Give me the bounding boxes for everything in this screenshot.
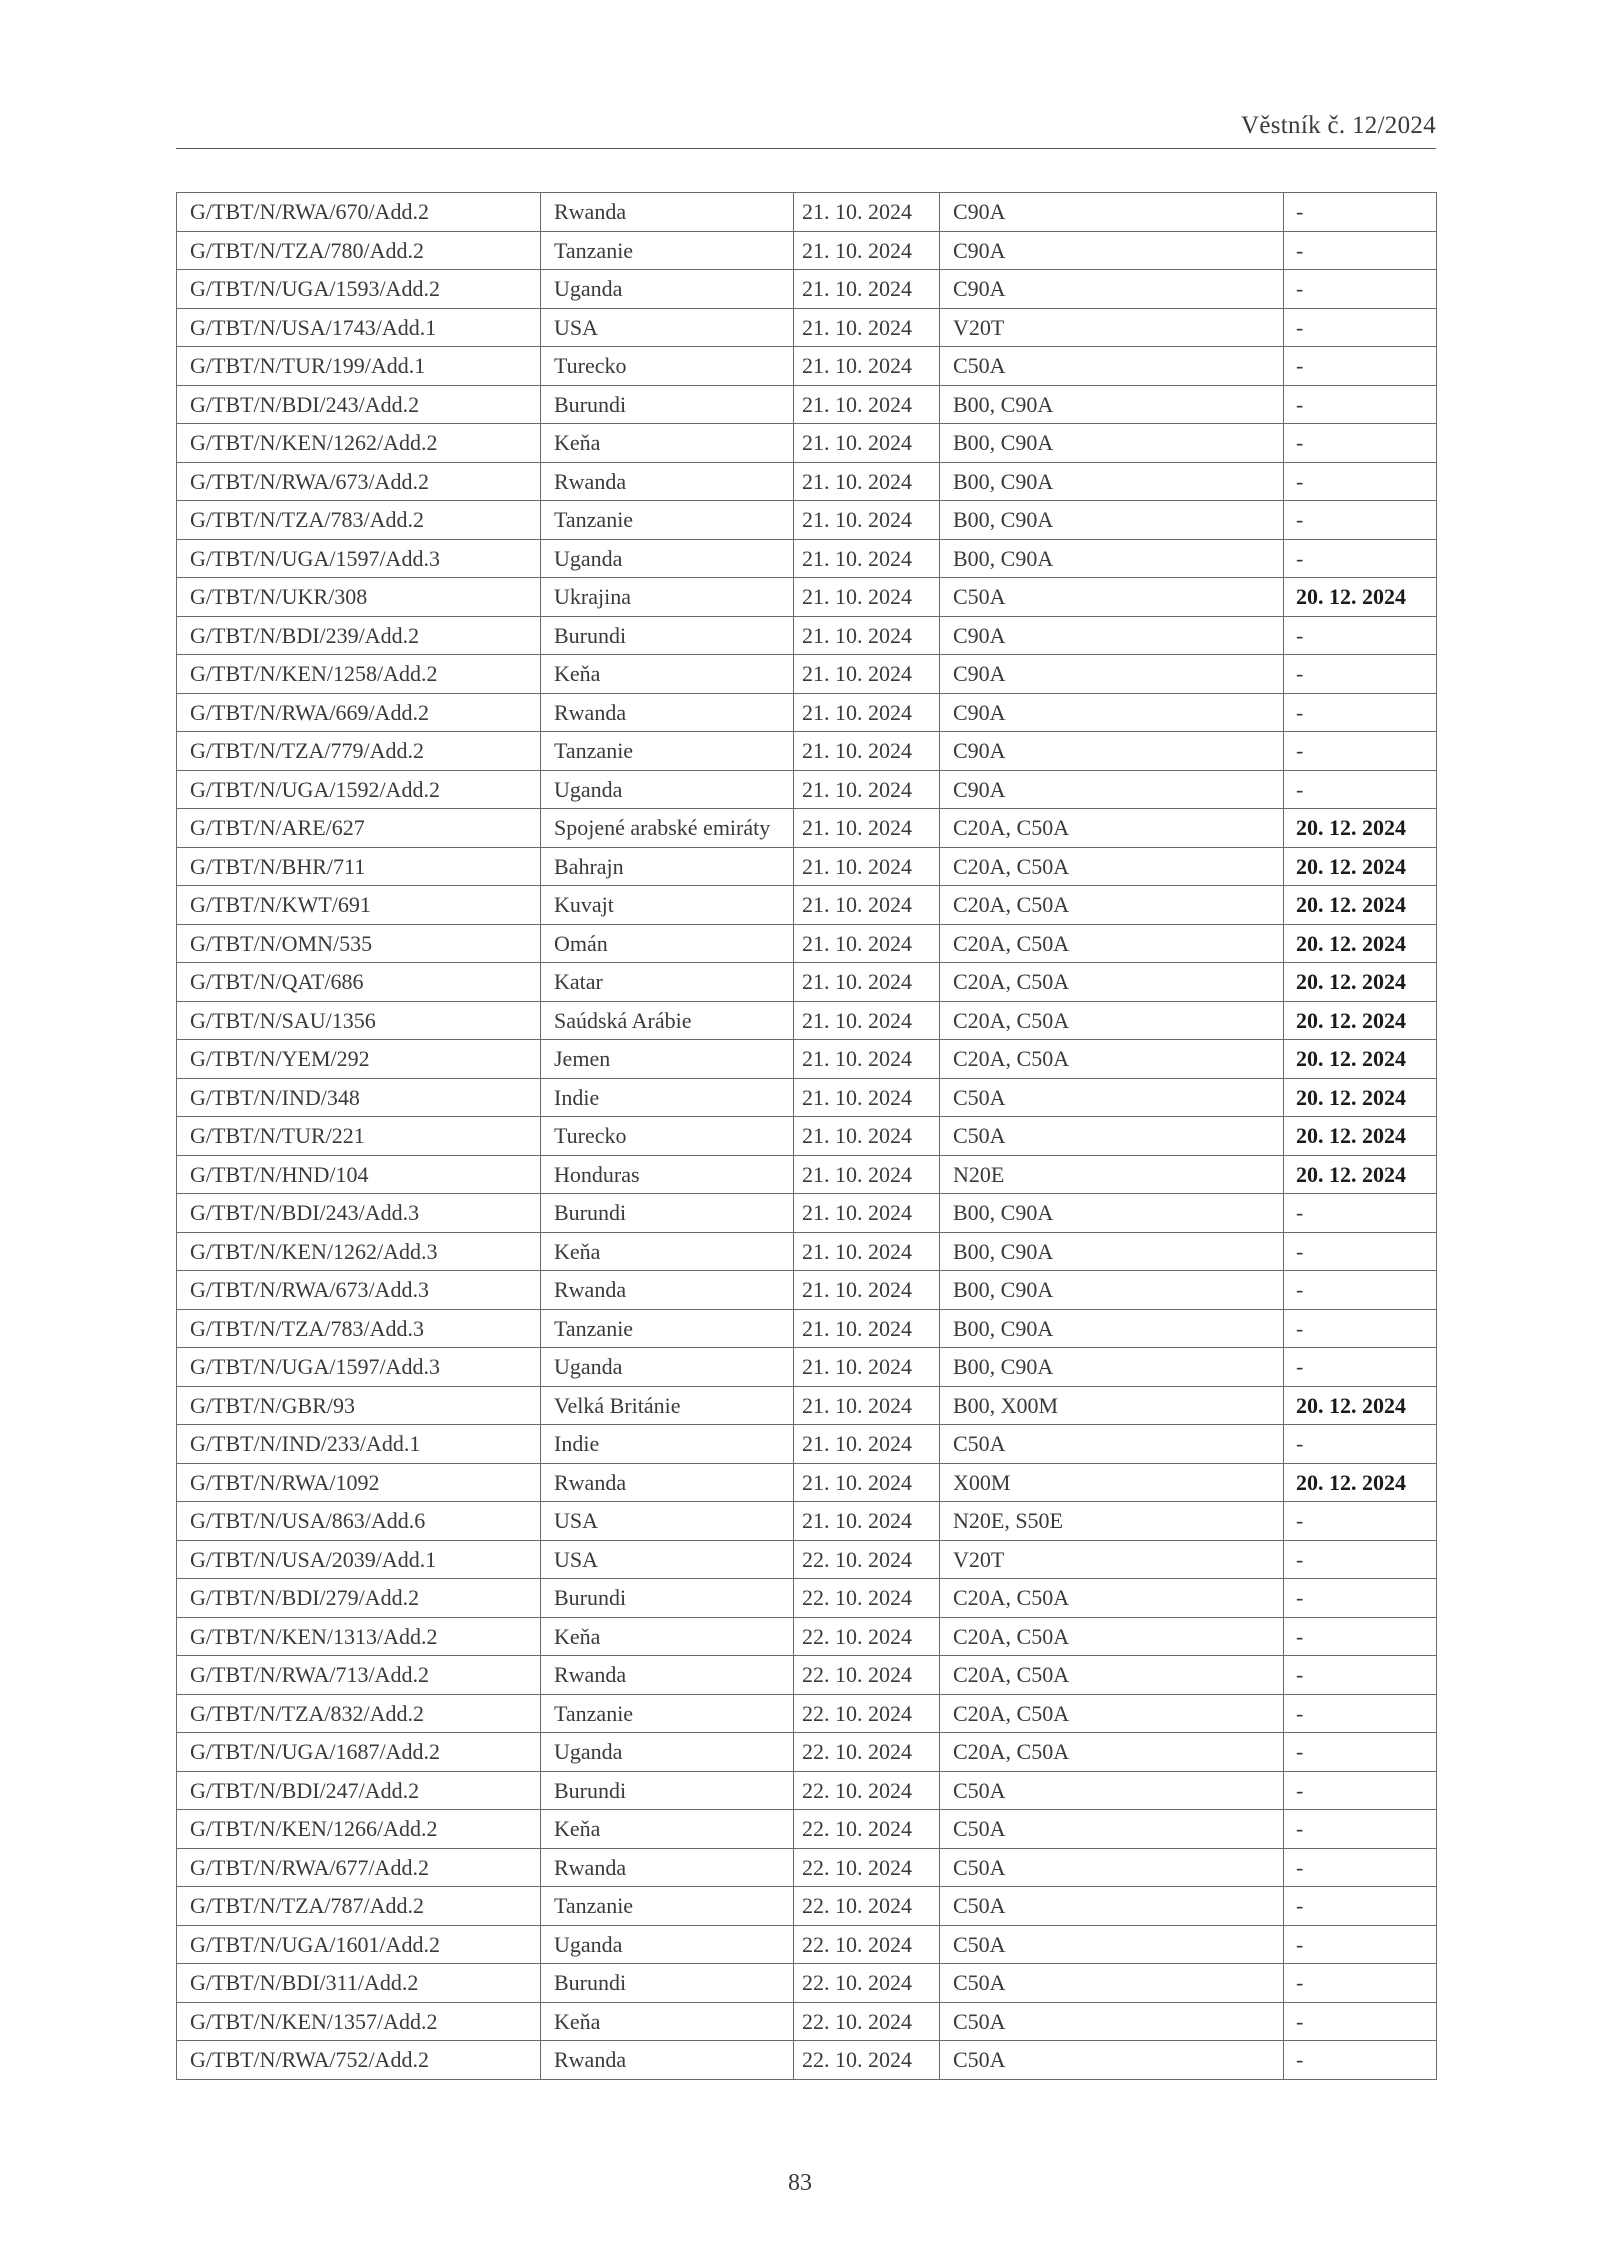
ics-code-cell: C50A xyxy=(940,1425,1284,1464)
date-cell: 21. 10. 2024 xyxy=(794,1232,940,1271)
comment-deadline-cell: - xyxy=(1284,231,1437,270)
ics-code-cell: B00, X00M xyxy=(940,1386,1284,1425)
table-row xyxy=(177,501,1437,540)
ics-code-cell: X00M xyxy=(940,1463,1284,1502)
ics-code-cell: C20A, C50A xyxy=(940,924,1284,963)
table-row xyxy=(177,1579,1437,1618)
ics-code-cell: C20A, C50A xyxy=(940,1617,1284,1656)
country-cell: Keňa xyxy=(541,655,794,694)
comment-deadline-cell: - xyxy=(1284,1733,1437,1772)
date-cell: 22. 10. 2024 xyxy=(794,1810,940,1849)
notification-symbol-cell: G/TBT/N/HND/104 xyxy=(177,1155,541,1194)
date-cell: 21. 10. 2024 xyxy=(794,347,940,386)
page-header xyxy=(176,108,1436,149)
comment-deadline-cell: - xyxy=(1284,1232,1437,1271)
notification-symbol-cell: G/TBT/N/TZA/787/Add.2 xyxy=(177,1887,541,1926)
notification-symbol-cell: G/TBT/N/RWA/677/Add.2 xyxy=(177,1848,541,1887)
table-row xyxy=(177,1733,1437,1772)
table-row xyxy=(177,847,1437,886)
comment-deadline-cell: - xyxy=(1284,732,1437,771)
country-cell: Uganda xyxy=(541,1925,794,1964)
country-cell: Turecko xyxy=(541,1117,794,1156)
notification-symbol-cell: G/TBT/N/ARE/627 xyxy=(177,809,541,848)
table-row xyxy=(177,1271,1437,1310)
comment-deadline-cell: - xyxy=(1284,693,1437,732)
ics-code-cell: C50A xyxy=(940,1117,1284,1156)
country-cell: Burundi xyxy=(541,1194,794,1233)
table-row xyxy=(177,308,1437,347)
date-cell: 21. 10. 2024 xyxy=(794,424,940,463)
comment-deadline-cell: 20. 12. 2024 xyxy=(1284,809,1437,848)
ics-code-cell: B00, C90A xyxy=(940,1194,1284,1233)
ics-code-cell: C90A xyxy=(940,231,1284,270)
comment-deadline-cell: - xyxy=(1284,1771,1437,1810)
notification-symbol-cell: G/TBT/N/BDI/243/Add.2 xyxy=(177,385,541,424)
date-cell: 22. 10. 2024 xyxy=(794,1848,940,1887)
date-cell: 21. 10. 2024 xyxy=(794,963,940,1002)
comment-deadline-cell: - xyxy=(1284,770,1437,809)
comment-deadline-cell: - xyxy=(1284,1579,1437,1618)
date-cell: 21. 10. 2024 xyxy=(794,655,940,694)
country-cell: Keňa xyxy=(541,1810,794,1849)
comment-deadline-cell: 20. 12. 2024 xyxy=(1284,1040,1437,1079)
ics-code-cell: V20T xyxy=(940,1540,1284,1579)
notification-symbol-cell: G/TBT/N/UKR/308 xyxy=(177,578,541,617)
table-row xyxy=(177,347,1437,386)
comment-deadline-cell: - xyxy=(1284,347,1437,386)
notification-symbol-cell: G/TBT/N/USA/2039/Add.1 xyxy=(177,1540,541,1579)
comment-deadline-cell: 20. 12. 2024 xyxy=(1284,1117,1437,1156)
table-row xyxy=(177,2002,1437,2041)
notification-symbol-cell: G/TBT/N/UGA/1593/Add.2 xyxy=(177,270,541,309)
date-cell: 21. 10. 2024 xyxy=(794,732,940,771)
country-cell: Burundi xyxy=(541,385,794,424)
notification-symbol-cell: G/TBT/N/TZA/832/Add.2 xyxy=(177,1694,541,1733)
date-cell: 21. 10. 2024 xyxy=(794,1040,940,1079)
notification-symbol-cell: G/TBT/N/TUR/221 xyxy=(177,1117,541,1156)
notification-symbol-cell: G/TBT/N/KEN/1266/Add.2 xyxy=(177,1810,541,1849)
ics-code-cell: B00, C90A xyxy=(940,1232,1284,1271)
date-cell: 22. 10. 2024 xyxy=(794,1617,940,1656)
ics-code-cell: C90A xyxy=(940,270,1284,309)
comment-deadline-cell: 20. 12. 2024 xyxy=(1284,1155,1437,1194)
date-cell: 21. 10. 2024 xyxy=(794,1309,940,1348)
country-cell: USA xyxy=(541,308,794,347)
notification-symbol-cell: G/TBT/N/BDI/247/Add.2 xyxy=(177,1771,541,1810)
date-cell: 21. 10. 2024 xyxy=(794,1425,940,1464)
date-cell: 21. 10. 2024 xyxy=(794,616,940,655)
date-cell: 22. 10. 2024 xyxy=(794,1540,940,1579)
notification-symbol-cell: G/TBT/N/GBR/93 xyxy=(177,1386,541,1425)
comment-deadline-cell: - xyxy=(1284,424,1437,463)
notification-symbol-cell: G/TBT/N/TZA/779/Add.2 xyxy=(177,732,541,771)
comment-deadline-cell: - xyxy=(1284,1348,1437,1387)
country-cell: Rwanda xyxy=(541,1656,794,1695)
notification-symbol-cell: G/TBT/N/USA/1743/Add.1 xyxy=(177,308,541,347)
table-row xyxy=(177,655,1437,694)
notification-symbol-cell: G/TBT/N/RWA/1092 xyxy=(177,1463,541,1502)
ics-code-cell: C20A, C50A xyxy=(940,1733,1284,1772)
table-row xyxy=(177,886,1437,925)
ics-code-cell: C50A xyxy=(940,1925,1284,1964)
table-row xyxy=(177,1040,1437,1079)
country-cell: Tanzanie xyxy=(541,1309,794,1348)
comment-deadline-cell: - xyxy=(1284,1540,1437,1579)
notification-symbol-cell: G/TBT/N/UGA/1601/Add.2 xyxy=(177,1925,541,1964)
date-cell: 21. 10. 2024 xyxy=(794,1001,940,1040)
comment-deadline-cell: 20. 12. 2024 xyxy=(1284,1386,1437,1425)
date-cell: 21. 10. 2024 xyxy=(794,1155,940,1194)
comment-deadline-cell: - xyxy=(1284,616,1437,655)
notification-symbol-cell: G/TBT/N/KWT/691 xyxy=(177,886,541,925)
ics-code-cell: C90A xyxy=(940,693,1284,732)
comment-deadline-cell: - xyxy=(1284,193,1437,232)
country-cell: Tanzanie xyxy=(541,501,794,540)
table-row xyxy=(177,1348,1437,1387)
date-cell: 21. 10. 2024 xyxy=(794,385,940,424)
country-cell: Rwanda xyxy=(541,2041,794,2080)
country-cell: Keňa xyxy=(541,424,794,463)
notification-symbol-cell: G/TBT/N/RWA/713/Add.2 xyxy=(177,1656,541,1695)
table-row xyxy=(177,1232,1437,1271)
ics-code-cell: C20A, C50A xyxy=(940,847,1284,886)
notification-symbol-cell: G/TBT/N/BHR/711 xyxy=(177,847,541,886)
comment-deadline-cell: - xyxy=(1284,1925,1437,1964)
date-cell: 21. 10. 2024 xyxy=(794,1502,940,1541)
table-row xyxy=(177,1386,1437,1425)
date-cell: 22. 10. 2024 xyxy=(794,1733,940,1772)
notification-symbol-cell: G/TBT/N/IND/233/Add.1 xyxy=(177,1425,541,1464)
table-row xyxy=(177,424,1437,463)
country-cell: Tanzanie xyxy=(541,231,794,270)
table-row xyxy=(177,270,1437,309)
ics-code-cell: B00, C90A xyxy=(940,385,1284,424)
notification-symbol-cell: G/TBT/N/RWA/670/Add.2 xyxy=(177,193,541,232)
comment-deadline-cell: - xyxy=(1284,270,1437,309)
table-row xyxy=(177,924,1437,963)
table-row xyxy=(177,963,1437,1002)
country-cell: Uganda xyxy=(541,770,794,809)
comment-deadline-cell: - xyxy=(1284,2002,1437,2041)
table-row xyxy=(177,693,1437,732)
table-row xyxy=(177,1656,1437,1695)
country-cell: Rwanda xyxy=(541,193,794,232)
notification-symbol-cell: G/TBT/N/BDI/311/Add.2 xyxy=(177,1964,541,2003)
table-row xyxy=(177,2041,1437,2080)
country-cell: Tanzanie xyxy=(541,1694,794,1733)
date-cell: 21. 10. 2024 xyxy=(794,539,940,578)
country-cell: USA xyxy=(541,1502,794,1541)
table-row xyxy=(177,385,1437,424)
ics-code-cell: C50A xyxy=(940,2002,1284,2041)
table-row xyxy=(177,1502,1437,1541)
table-row xyxy=(177,1887,1437,1926)
notification-symbol-cell: G/TBT/N/KEN/1313/Add.2 xyxy=(177,1617,541,1656)
comment-deadline-cell: 20. 12. 2024 xyxy=(1284,963,1437,1002)
table-row xyxy=(177,1463,1437,1502)
ics-code-cell: C20A, C50A xyxy=(940,963,1284,1002)
notification-symbol-cell: G/TBT/N/TZA/783/Add.2 xyxy=(177,501,541,540)
country-cell: Burundi xyxy=(541,1771,794,1810)
country-cell: Jemen xyxy=(541,1040,794,1079)
comment-deadline-cell: - xyxy=(1284,1964,1437,2003)
country-cell: Rwanda xyxy=(541,1848,794,1887)
country-cell: Katar xyxy=(541,963,794,1002)
ics-code-cell: C90A xyxy=(940,193,1284,232)
ics-code-cell: B00, C90A xyxy=(940,462,1284,501)
ics-code-cell: N20E xyxy=(940,1155,1284,1194)
ics-code-cell: C20A, C50A xyxy=(940,809,1284,848)
ics-code-cell: C20A, C50A xyxy=(940,1656,1284,1695)
date-cell: 22. 10. 2024 xyxy=(794,1771,940,1810)
ics-code-cell: C20A, C50A xyxy=(940,1579,1284,1618)
notification-symbol-cell: G/TBT/N/UGA/1597/Add.3 xyxy=(177,1348,541,1387)
country-cell: Uganda xyxy=(541,1348,794,1387)
table-row xyxy=(177,809,1437,848)
country-cell: Honduras xyxy=(541,1155,794,1194)
table-row xyxy=(177,231,1437,270)
table-row xyxy=(177,1117,1437,1156)
date-cell: 21. 10. 2024 xyxy=(794,770,940,809)
table-row xyxy=(177,1771,1437,1810)
ics-code-cell: C50A xyxy=(940,1771,1284,1810)
comment-deadline-cell: 20. 12. 2024 xyxy=(1284,1001,1437,1040)
table-row xyxy=(177,1425,1437,1464)
country-cell: USA xyxy=(541,1540,794,1579)
table-row xyxy=(177,578,1437,617)
table-row xyxy=(177,1155,1437,1194)
ics-code-cell: C50A xyxy=(940,1078,1284,1117)
country-cell: Indie xyxy=(541,1425,794,1464)
country-cell: Kuvajt xyxy=(541,886,794,925)
ics-code-cell: C20A, C50A xyxy=(940,1040,1284,1079)
comment-deadline-cell: - xyxy=(1284,1810,1437,1849)
notifications-table xyxy=(176,192,1437,2080)
date-cell: 22. 10. 2024 xyxy=(794,1656,940,1695)
country-cell: Burundi xyxy=(541,616,794,655)
ics-code-cell: C90A xyxy=(940,770,1284,809)
table-row xyxy=(177,1309,1437,1348)
table-row xyxy=(177,1078,1437,1117)
notification-symbol-cell: G/TBT/N/RWA/669/Add.2 xyxy=(177,693,541,732)
country-cell: Rwanda xyxy=(541,462,794,501)
country-cell: Keňa xyxy=(541,1617,794,1656)
notification-symbol-cell: G/TBT/N/UGA/1687/Add.2 xyxy=(177,1733,541,1772)
table-row xyxy=(177,1540,1437,1579)
country-cell: Uganda xyxy=(541,270,794,309)
table-row xyxy=(177,1810,1437,1849)
table-row xyxy=(177,1964,1437,2003)
country-cell: Rwanda xyxy=(541,1271,794,1310)
comment-deadline-cell: - xyxy=(1284,1502,1437,1541)
date-cell: 21. 10. 2024 xyxy=(794,1078,940,1117)
ics-code-cell: C90A xyxy=(940,655,1284,694)
country-cell: Saúdská Arábie xyxy=(541,1001,794,1040)
country-cell: Spojené arabské emiráty xyxy=(541,809,794,848)
date-cell: 21. 10. 2024 xyxy=(794,578,940,617)
notification-symbol-cell: G/TBT/N/KEN/1262/Add.3 xyxy=(177,1232,541,1271)
date-cell: 21. 10. 2024 xyxy=(794,270,940,309)
country-cell: Keňa xyxy=(541,1232,794,1271)
date-cell: 21. 10. 2024 xyxy=(794,1348,940,1387)
comment-deadline-cell: - xyxy=(1284,1271,1437,1310)
country-cell: Burundi xyxy=(541,1964,794,2003)
ics-code-cell: C90A xyxy=(940,732,1284,771)
date-cell: 21. 10. 2024 xyxy=(794,847,940,886)
ics-code-cell: C50A xyxy=(940,347,1284,386)
notification-symbol-cell: G/TBT/N/TZA/780/Add.2 xyxy=(177,231,541,270)
ics-code-cell: C90A xyxy=(940,616,1284,655)
notification-symbol-cell: G/TBT/N/KEN/1262/Add.2 xyxy=(177,424,541,463)
table-row xyxy=(177,539,1437,578)
comment-deadline-cell: - xyxy=(1284,1848,1437,1887)
country-cell: Rwanda xyxy=(541,693,794,732)
date-cell: 21. 10. 2024 xyxy=(794,1271,940,1310)
comment-deadline-cell: - xyxy=(1284,1694,1437,1733)
table-row xyxy=(177,462,1437,501)
table-row xyxy=(177,770,1437,809)
table-row xyxy=(177,732,1437,771)
notification-symbol-cell: G/TBT/N/IND/348 xyxy=(177,1078,541,1117)
ics-code-cell: B00, C90A xyxy=(940,539,1284,578)
ics-code-cell: B00, C90A xyxy=(940,1348,1284,1387)
date-cell: 22. 10. 2024 xyxy=(794,1579,940,1618)
journal-title: Věstník č. 12/2024 xyxy=(1241,112,1436,139)
comment-deadline-cell: - xyxy=(1284,1309,1437,1348)
date-cell: 21. 10. 2024 xyxy=(794,193,940,232)
notification-symbol-cell: G/TBT/N/RWA/673/Add.3 xyxy=(177,1271,541,1310)
country-cell: Uganda xyxy=(541,539,794,578)
comment-deadline-cell: - xyxy=(1284,2041,1437,2080)
comment-deadline-cell: - xyxy=(1284,655,1437,694)
notification-symbol-cell: G/TBT/N/BDI/239/Add.2 xyxy=(177,616,541,655)
notification-symbol-cell: G/TBT/N/UGA/1597/Add.3 xyxy=(177,539,541,578)
date-cell: 21. 10. 2024 xyxy=(794,231,940,270)
notification-symbol-cell: G/TBT/N/OMN/535 xyxy=(177,924,541,963)
date-cell: 21. 10. 2024 xyxy=(794,1386,940,1425)
comment-deadline-cell: - xyxy=(1284,308,1437,347)
notification-symbol-cell: G/TBT/N/SAU/1356 xyxy=(177,1001,541,1040)
notification-symbol-cell: G/TBT/N/QAT/686 xyxy=(177,963,541,1002)
comment-deadline-cell: - xyxy=(1284,1656,1437,1695)
date-cell: 21. 10. 2024 xyxy=(794,924,940,963)
comment-deadline-cell: 20. 12. 2024 xyxy=(1284,578,1437,617)
comment-deadline-cell: - xyxy=(1284,1425,1437,1464)
date-cell: 21. 10. 2024 xyxy=(794,1463,940,1502)
notification-symbol-cell: G/TBT/N/BDI/243/Add.3 xyxy=(177,1194,541,1233)
comment-deadline-cell: - xyxy=(1284,462,1437,501)
ics-code-cell: C50A xyxy=(940,578,1284,617)
ics-code-cell: C50A xyxy=(940,1848,1284,1887)
date-cell: 21. 10. 2024 xyxy=(794,462,940,501)
country-cell: Omán xyxy=(541,924,794,963)
comment-deadline-cell: - xyxy=(1284,501,1437,540)
comment-deadline-cell: 20. 12. 2024 xyxy=(1284,1078,1437,1117)
ics-code-cell: B00, C90A xyxy=(940,501,1284,540)
table-row xyxy=(177,1694,1437,1733)
date-cell: 22. 10. 2024 xyxy=(794,1925,940,1964)
notifications-table-body xyxy=(177,193,1437,2080)
ics-code-cell: V20T xyxy=(940,308,1284,347)
table-row xyxy=(177,193,1437,232)
table-row xyxy=(177,1925,1437,1964)
country-cell: Rwanda xyxy=(541,1463,794,1502)
ics-code-cell: C20A, C50A xyxy=(940,1001,1284,1040)
date-cell: 21. 10. 2024 xyxy=(794,886,940,925)
date-cell: 21. 10. 2024 xyxy=(794,1117,940,1156)
notification-symbol-cell: G/TBT/N/TUR/199/Add.1 xyxy=(177,347,541,386)
date-cell: 22. 10. 2024 xyxy=(794,1887,940,1926)
comment-deadline-cell: 20. 12. 2024 xyxy=(1284,847,1437,886)
ics-code-cell: C50A xyxy=(940,1964,1284,2003)
country-cell: Velká Británie xyxy=(541,1386,794,1425)
table-row xyxy=(177,1194,1437,1233)
table-row xyxy=(177,1848,1437,1887)
country-cell: Bahrajn xyxy=(541,847,794,886)
ics-code-cell: N20E, S50E xyxy=(940,1502,1284,1541)
date-cell: 22. 10. 2024 xyxy=(794,2041,940,2080)
notification-symbol-cell: G/TBT/N/UGA/1592/Add.2 xyxy=(177,770,541,809)
date-cell: 22. 10. 2024 xyxy=(794,1964,940,2003)
table-row xyxy=(177,1617,1437,1656)
date-cell: 21. 10. 2024 xyxy=(794,693,940,732)
ics-code-cell: C20A, C50A xyxy=(940,1694,1284,1733)
comment-deadline-cell: 20. 12. 2024 xyxy=(1284,924,1437,963)
comment-deadline-cell: 20. 12. 2024 xyxy=(1284,1463,1437,1502)
comment-deadline-cell: - xyxy=(1284,539,1437,578)
ics-code-cell: B00, C90A xyxy=(940,424,1284,463)
country-cell: Tanzanie xyxy=(541,1887,794,1926)
ics-code-cell: C50A xyxy=(940,1810,1284,1849)
comment-deadline-cell: - xyxy=(1284,385,1437,424)
ics-code-cell: C20A, C50A xyxy=(940,886,1284,925)
country-cell: Turecko xyxy=(541,347,794,386)
country-cell: Keňa xyxy=(541,2002,794,2041)
date-cell: 22. 10. 2024 xyxy=(794,1694,940,1733)
notification-symbol-cell: G/TBT/N/USA/863/Add.6 xyxy=(177,1502,541,1541)
notification-symbol-cell: G/TBT/N/YEM/292 xyxy=(177,1040,541,1079)
comment-deadline-cell: - xyxy=(1284,1887,1437,1926)
table-row xyxy=(177,1001,1437,1040)
date-cell: 21. 10. 2024 xyxy=(794,809,940,848)
country-cell: Ukrajina xyxy=(541,578,794,617)
notification-symbol-cell: G/TBT/N/RWA/752/Add.2 xyxy=(177,2041,541,2080)
notification-symbol-cell: G/TBT/N/KEN/1258/Add.2 xyxy=(177,655,541,694)
country-cell: Tanzanie xyxy=(541,732,794,771)
notification-symbol-cell: G/TBT/N/TZA/783/Add.3 xyxy=(177,1309,541,1348)
comment-deadline-cell: - xyxy=(1284,1194,1437,1233)
country-cell: Indie xyxy=(541,1078,794,1117)
country-cell: Uganda xyxy=(541,1733,794,1772)
date-cell: 21. 10. 2024 xyxy=(794,1194,940,1233)
ics-code-cell: C50A xyxy=(940,1887,1284,1926)
page-number: 83 xyxy=(788,2170,812,2196)
date-cell: 22. 10. 2024 xyxy=(794,2002,940,2041)
date-cell: 21. 10. 2024 xyxy=(794,308,940,347)
table-row xyxy=(177,616,1437,655)
notification-symbol-cell: G/TBT/N/KEN/1357/Add.2 xyxy=(177,2002,541,2041)
country-cell: Burundi xyxy=(541,1579,794,1618)
notification-symbol-cell: G/TBT/N/BDI/279/Add.2 xyxy=(177,1579,541,1618)
comment-deadline-cell: - xyxy=(1284,1617,1437,1656)
date-cell: 21. 10. 2024 xyxy=(794,501,940,540)
ics-code-cell: C50A xyxy=(940,2041,1284,2080)
notification-symbol-cell: G/TBT/N/RWA/673/Add.2 xyxy=(177,462,541,501)
comment-deadline-cell: 20. 12. 2024 xyxy=(1284,886,1437,925)
ics-code-cell: B00, C90A xyxy=(940,1271,1284,1310)
ics-code-cell: B00, C90A xyxy=(940,1309,1284,1348)
